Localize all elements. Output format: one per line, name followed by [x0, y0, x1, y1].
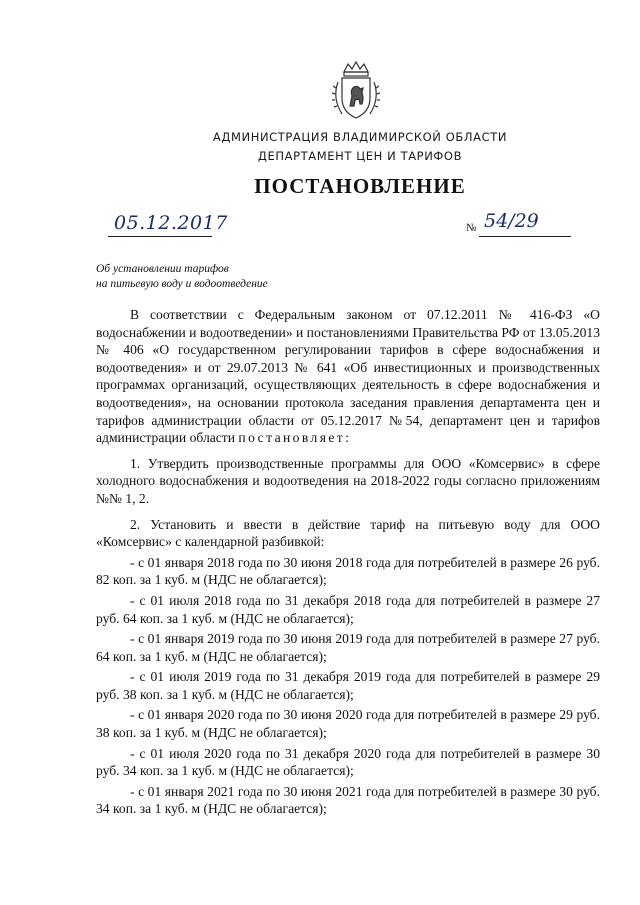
tariff-item: - с 01 июля 2020 года по 31 декабря 2020 года для потребителей в размере 30 руб. 34 коп. за 1 куб. м (НДС не облагается); — [96, 745, 600, 779]
tariff-item: - с 01 января 2019 года по 30 июня 2019 года для потребителей в размере 27 руб. 64 коп. за 1 куб. м (НДС не облагается); — [96, 631, 600, 664]
org-name: АДМИНИСТРАЦИЯ ВЛАДИМИРСКОЙ ОБЛАСТИ — [212, 130, 508, 144]
preamble-paragraph — [96, 306, 600, 447]
item-2-paragraph: 2. Установить и ввести в действие тариф на питьевую воду для ООО «Комсервис» с календарной разбивкой: — [96, 516, 600, 550]
handwritten-number: 54/29 — [484, 210, 539, 232]
department-name: ДЕПАРТАМЕНТ ЦЕН И ТАРИФОВ — [257, 149, 463, 163]
subject-line-2: на питьевую воду и водоотведение — [96, 278, 268, 290]
document-body — [96, 306, 600, 821]
coat-of-arms-icon — [330, 58, 382, 122]
document-subject — [96, 262, 356, 292]
tariff-item: - с 01 января 2021 года по 30 июня 2021 года для потребителей в размере 30 руб. 34 коп. за 1 куб. м (НДС не облагается); — [96, 783, 600, 817]
decree-word: постановляет: — [238, 430, 352, 446]
number-label: № — [466, 222, 477, 234]
handwritten-date: 05.12.2017 — [114, 212, 228, 234]
tariff-item: - с 01 января 2020 года по 30 июня 2020 года для потребителей в размере 29 руб. 38 коп. за 1 куб. м (НДС не облагается); — [96, 707, 600, 741]
number-underline — [479, 236, 571, 237]
subject-line-1: Об установлении тарифов — [96, 263, 229, 275]
document-type-title: ПОСТАНОВЛЕНИЕ — [254, 174, 466, 198]
tariff-item: - с 01 июля 2019 года по 31 декабря 2019 года для потребителей в размере 29 руб. 38 коп. за 1 куб. м (НДС не облагается); — [96, 669, 600, 702]
tariff-item: - с 01 июля 2018 года по 31 декабря 2018 года для потребителей в размере 27 руб. 64 коп. за 1 куб. м (НДС не облагается); — [96, 592, 600, 626]
preamble-text: В соответствии с Федеральным законом от 07.12.2011 № 416-ФЗ «О водоснабжении и водоотведении» и постановлениями Правительства РФ от 13.05.2013 № 406 «О государственном регулировании тарифов в сфере водоснабжения и водоотведения» и от 29.07.2013 № 641 «Об инвестиционных и производственных программах организаций, осуществляющих деятельность в сфере водоснабжения и водоотведения», на основании протокола заседания правления департамента цен и тарифов администрации области от 05.12.2017 №54, департамент цен и тарифов администрации области — [96, 307, 601, 446]
tariff-item: - с 01 января 2018 года по 30 июня 2018 года для потребителей в размере 26 руб. 82 коп. за 1 куб. м (НДС не облагается); — [96, 554, 600, 588]
date-underline — [108, 236, 212, 237]
item-1-paragraph: 1. Утвердить производственные программы для ООО «Комсервис» в сфере холодного водоснабжения и водоотведения на 2018-2022 годы согласно приложениям №№ 1, 2. — [96, 455, 600, 506]
